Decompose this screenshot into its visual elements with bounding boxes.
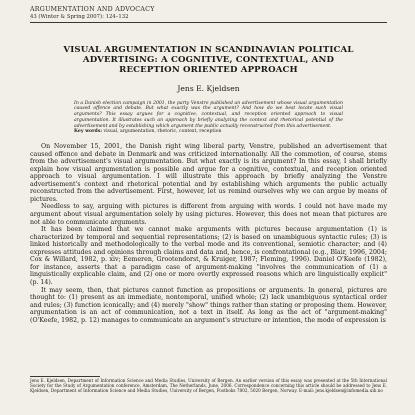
article-author: Jens E. Kjeldsen (177, 83, 240, 93)
body-paragraph: Needless to say, arguing with pictures is different from arguing with words. I could not have made my argument about visual argumentation solely by using pictures. However, this does not mean that pictures are not able to communicate arguments. (30, 203, 387, 226)
body-paragraph: On November 15, 2001, the Danish right wing liberal party, Venstre, published an advertisement that caused offence and debate in Denmark and was criticized internationally. All the commotion, of course, stems from the advertisement's visual argumentation. But what exactly is its argument? In this essay, I shall briefly explain how visual argumentation is possible and argue for a cognitive, contextual, and reception oriented approach to visual argumentation. I will illustrate this approach by briefly analyzing the Venstre advertisement's context and rhetorical potential and by establishing which arguments the public actually reconstructed from the advertisement. First, however, let us remind ourselves why we can argue by means of pictures. (30, 143, 387, 203)
article-body (30, 143, 387, 324)
journal-issue: 43 (Winter & Spring 2007): 124–132 (30, 13, 129, 20)
header-rule (30, 22, 387, 23)
article-title: VISUAL ARGUMENTATION IN SCANDINAVIAN POLITICAL ADVERTISING: A COGNITIVE, CONTEXTUAL, AND RECEPTION ORIENTED APPROACH (63, 45, 354, 76)
abstract: In a Danish election campaign in 2001, the party Venstre published an advertisement whose visual argumentation caused offence and debate. But what exactly was the argument? And how do we best locate such visual arguments? This essay argues for a cognitive, contextual, and reception oriented approach to visual argumentation. It illustrates such an approach by briefly analyzing the context and rhetorical potential of the advertisement and by establishing which argument the public actually reconstructed from this advertisement. (74, 100, 343, 129)
author-footnote: Jens E. Kjeldsen, Department of Information Science and Media Studies, University of Bergen. An earlier version of this essay was presented at the 5th International Society for the Study of Argumentation conference, Amsterdam, The Netherlands, June, 2006. Correspondence concerning this article should be addressed to Jens E. Kjeldsen, Department of Information Science and Media Studies, University of Bergen, Postboks 7802, 5020 Bergen, Norway. E-mail: jens.kjeldsen@infomedia.uib.no (30, 378, 387, 394)
keywords (74, 129, 343, 135)
footnote-rule (30, 376, 100, 377)
journal-name: ARGUMENTATION AND ADVOCACY (30, 6, 155, 13)
keywords-label: Key words: (74, 129, 103, 135)
body-paragraph: It may seem, then, that pictures cannot function as propositions or arguments. In general, pictures are thought to: (1) present as an immediate, nontemporal, unified whole; (2) lack unambiguous syntactical order and rules; (3) function iconically; and (4) merely "show" things rather than stating or proposing them. However, argumentation is an act of communication, not a text in itself. As long as the act of "argument-making" (O'Keefe, 1982, p. 12) manages to communicate an argument's structure or intention, the mode of expression is (30, 286, 387, 324)
body-paragraph: It has been claimed that we cannot make arguments with pictures because argumentation (1) is characterized by temporal and sequential representations; (2) is based on unambiguous syntactic rules; (3) is linked historically and methodologically to the verbal mode and its conventional, semiotic character; and (4) expresses attitudes and opinions through claims and data and, hence, is confrontational (e.g., Blair, 1996, 2004; Cox & Willard, 1982, p. xiv; Eemeren, Grootendorst, & Kruiger, 1987; Fleming, 1996). Daniel O'Keefe (1982), for instance, asserts that a paradigm case of argument-making "involves the communication of (1) a linguistically explicable claim, and (2) one or more overtly expressed reasons which are linguistically explicit" (p. 14). (30, 226, 387, 286)
keywords-text: visual, argumentation, rhetoric, context, reception (103, 129, 222, 135)
